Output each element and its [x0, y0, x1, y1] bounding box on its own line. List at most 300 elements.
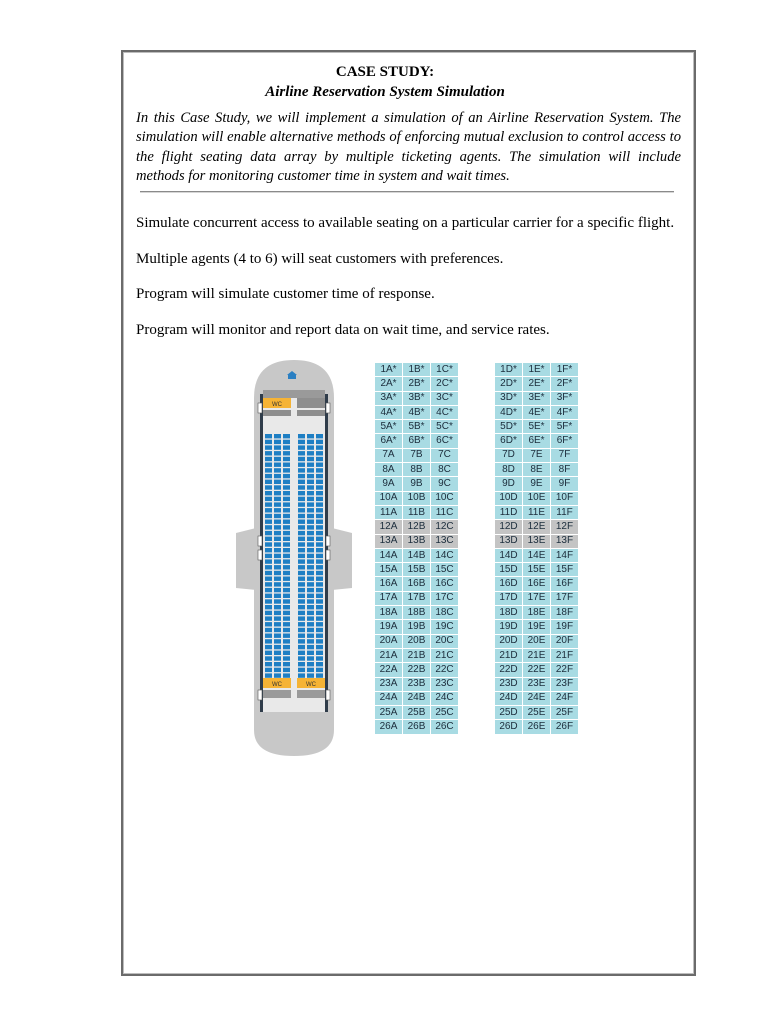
divider: [140, 191, 674, 192]
seat-cell[interactable]: 5C*: [431, 420, 459, 434]
seat-cell[interactable]: 10D: [495, 491, 523, 505]
cabin-seat: [274, 594, 281, 598]
seat-row-right-23: [495, 677, 579, 691]
seat-cell[interactable]: 23C: [431, 677, 459, 691]
seat-cell[interactable]: 10E: [523, 491, 551, 505]
cabin-seat: [307, 468, 314, 472]
seat-cell[interactable]: 22E: [523, 663, 551, 677]
cabin-seat: [274, 577, 281, 581]
cabin-seat: [316, 594, 323, 598]
seat-cell[interactable]: 19C: [431, 620, 459, 634]
seat-cell[interactable]: 1C*: [431, 363, 459, 377]
seat-cell[interactable]: 11A: [375, 505, 403, 519]
cabin-seat: [283, 480, 290, 484]
seat-cell[interactable]: 18E: [523, 606, 551, 620]
seat-cell[interactable]: 12D: [495, 520, 523, 534]
seat-cell[interactable]: 3A*: [375, 391, 403, 405]
seat-cell[interactable]: 19A: [375, 620, 403, 634]
seat-cell[interactable]: 25F: [551, 706, 579, 720]
cabin-seat: [265, 668, 272, 672]
cabin-seat: [307, 588, 314, 592]
cabin-seat: [274, 599, 281, 603]
cabin-seat: [265, 559, 272, 563]
seat-cell[interactable]: 7D: [495, 448, 523, 462]
seat-row-right-17: [495, 591, 579, 605]
seat-row-right-2: [495, 377, 579, 391]
cabin-seat: [307, 497, 314, 501]
cabin-seat: [265, 497, 272, 501]
cabin-seat: [316, 605, 323, 609]
seat-cell[interactable]: 24E: [523, 691, 551, 705]
seat-cell[interactable]: 26D: [495, 720, 523, 734]
seat-cell[interactable]: 25C: [431, 706, 459, 720]
cabin-seat: [274, 502, 281, 506]
seat-cell[interactable]: 26A: [375, 720, 403, 734]
cabin-seat: [307, 445, 314, 449]
seat-cell[interactable]: 1F*: [551, 363, 579, 377]
cabin-seat: [316, 582, 323, 586]
seat-cell[interactable]: 6C*: [431, 434, 459, 448]
seat-cell[interactable]: 3E*: [523, 391, 551, 405]
cabin-seat: [274, 537, 281, 541]
cabin-seat: [316, 565, 323, 569]
seat-cell[interactable]: 1B*: [403, 363, 431, 377]
seat-cell[interactable]: 25B: [403, 706, 431, 720]
cabin-seat: [307, 508, 314, 512]
seat-cell[interactable]: 4B*: [403, 405, 431, 419]
seat-row-left-11: [375, 505, 459, 519]
seat-row-right-22: [495, 663, 579, 677]
seat-cell[interactable]: 14A: [375, 548, 403, 562]
seat-cell[interactable]: 14B: [403, 548, 431, 562]
cabin-seat: [283, 634, 290, 638]
seat-cell[interactable]: 15B: [403, 563, 431, 577]
seat-cell[interactable]: 11D: [495, 505, 523, 519]
cabin-seat: [316, 628, 323, 632]
seat-cell[interactable]: 17D: [495, 591, 523, 605]
cabin-seat: [274, 514, 281, 518]
cabin-seat: [316, 554, 323, 558]
seat-cell[interactable]: 16A: [375, 577, 403, 591]
cabin-seat: [316, 451, 323, 455]
cabin-seat: [298, 577, 305, 581]
cabin-seat: [283, 656, 290, 660]
cabin-seat: [283, 599, 290, 603]
cabin-seat: [298, 542, 305, 546]
seat-cell[interactable]: 8C: [431, 463, 459, 477]
seat-cell[interactable]: 13F: [551, 534, 579, 548]
cabin-seat: [265, 645, 272, 649]
seat-cell[interactable]: 18B: [403, 606, 431, 620]
requirement-1: Simulate concurrent access to available seating on a particular carrier for a specific flight.: [136, 215, 675, 231]
seat-cell[interactable]: 23F: [551, 677, 579, 691]
cabin-seat: [274, 605, 281, 609]
cabin-seat: [307, 594, 314, 598]
seat-row-left-12: [375, 520, 459, 534]
cabin-seat: [298, 502, 305, 506]
seat-cell[interactable]: 23E: [523, 677, 551, 691]
seat-cell[interactable]: 8B: [403, 463, 431, 477]
seat-cell[interactable]: 18C: [431, 606, 459, 620]
cabin-seat: [274, 445, 281, 449]
cabin-seat: [265, 634, 272, 638]
cabin-seat: [274, 571, 281, 575]
seat-cell[interactable]: 6E*: [523, 434, 551, 448]
seat-row-left-5: [375, 420, 459, 434]
cabin-seat: [316, 662, 323, 666]
seat-cell[interactable]: 7E: [523, 448, 551, 462]
seat-cell[interactable]: 24B: [403, 691, 431, 705]
seat-cell[interactable]: 25A: [375, 706, 403, 720]
seat-cell[interactable]: 2A*: [375, 377, 403, 391]
cabin-seat: [307, 502, 314, 506]
intro-paragraph: In this Case Study, we will implement a simulation of an Airline Reservation System. The simulation will enable alternative methods of enforcing mutual exclusion to control access to the flight seating data array by multiple ticketing agents. The simulation will include methods for monitoring customer time in system and wait times.: [136, 110, 681, 184]
seat-cell[interactable]: 9F: [551, 477, 579, 491]
seat-cell[interactable]: 21A: [375, 648, 403, 662]
seat-cell[interactable]: 26B: [403, 720, 431, 734]
seat-cell[interactable]: 3F*: [551, 391, 579, 405]
cabin-seat: [307, 656, 314, 660]
cabin-seat: [283, 559, 290, 563]
cabin-seat: [283, 497, 290, 501]
cabin-seat: [283, 571, 290, 575]
seat-cell[interactable]: 22B: [403, 663, 431, 677]
seat-cell[interactable]: 23A: [375, 677, 403, 691]
cabin-seat: [307, 605, 314, 609]
cabin-seat: [307, 565, 314, 569]
seat-cell[interactable]: 22F: [551, 663, 579, 677]
seat-cell[interactable]: 14E: [523, 548, 551, 562]
seat-cell[interactable]: 1E*: [523, 363, 551, 377]
seat-cell[interactable]: 19B: [403, 620, 431, 634]
seat-cell[interactable]: 4A*: [375, 405, 403, 419]
seat-cell[interactable]: 8D: [495, 463, 523, 477]
cabin-seat: [307, 485, 314, 489]
seat-row-left-22: [375, 663, 459, 677]
cabin-seat: [298, 480, 305, 484]
seat-cell[interactable]: 10B: [403, 491, 431, 505]
cabin-seat: [298, 571, 305, 575]
cabin-seat: [265, 445, 272, 449]
cabin-seat: [265, 485, 272, 489]
seat-cell[interactable]: 19D: [495, 620, 523, 634]
cabin-seat: [283, 548, 290, 552]
seat-row-right-24: [495, 691, 579, 705]
seat-cell[interactable]: 24C: [431, 691, 459, 705]
seat-row-right-5: [495, 420, 579, 434]
seat-cell[interactable]: 1A*: [375, 363, 403, 377]
seat-cell[interactable]: 5A*: [375, 420, 403, 434]
cabin-seat: [316, 520, 323, 524]
seat-row-left-3: [375, 391, 459, 405]
cabin-seat: [298, 434, 305, 438]
seat-cell[interactable]: 2C*: [431, 377, 459, 391]
seat-cell[interactable]: 3B*: [403, 391, 431, 405]
seat-cell[interactable]: 16B: [403, 577, 431, 591]
cabin-seat: [298, 611, 305, 615]
cabin-seat: [307, 639, 314, 643]
cabin-seat: [298, 537, 305, 541]
seat-cell[interactable]: 6A*: [375, 434, 403, 448]
seat-cell[interactable]: 20B: [403, 634, 431, 648]
seat-cell[interactable]: 13C: [431, 534, 459, 548]
seat-cell[interactable]: 9D: [495, 477, 523, 491]
seat-cell[interactable]: 12B: [403, 520, 431, 534]
page-title: CASE STUDY:: [335, 64, 435, 80]
cabin-seat: [316, 656, 323, 660]
seat-cell[interactable]: 6B*: [403, 434, 431, 448]
seat-cell[interactable]: 18D: [495, 606, 523, 620]
seat-cell[interactable]: 24F: [551, 691, 579, 705]
seat-cell[interactable]: 7B: [403, 448, 431, 462]
seat-cell[interactable]: 18F: [551, 606, 579, 620]
seat-cell[interactable]: 10F: [551, 491, 579, 505]
seat-cell[interactable]: 2F*: [551, 377, 579, 391]
seat-cell[interactable]: 17C: [431, 591, 459, 605]
seat-cell[interactable]: 21E: [523, 648, 551, 662]
seat-cell[interactable]: 26C: [431, 720, 459, 734]
cabin-seat: [274, 474, 281, 478]
seat-cell[interactable]: 21C: [431, 648, 459, 662]
seat-cell[interactable]: 4F*: [551, 405, 579, 419]
seat-cell[interactable]: 12E: [523, 520, 551, 534]
seat-cell[interactable]: 8F: [551, 463, 579, 477]
seat-cell[interactable]: 17A: [375, 591, 403, 605]
seat-cell[interactable]: 9E: [523, 477, 551, 491]
cabin-seat: [307, 525, 314, 529]
seat-cell[interactable]: 2B*: [403, 377, 431, 391]
cabin-seat: [283, 554, 290, 558]
cabin-seat: [265, 474, 272, 478]
seat-cell[interactable]: 20D: [495, 634, 523, 648]
cabin-seat: [283, 628, 290, 632]
cabin-seat: [274, 559, 281, 563]
seat-grid-left: [374, 362, 459, 735]
svg-text:WC: WC: [306, 682, 316, 688]
seat-cell[interactable]: 12C: [431, 520, 459, 534]
seat-row-left-7: [375, 448, 459, 462]
seat-cell[interactable]: 15A: [375, 563, 403, 577]
seat-cell[interactable]: 23D: [495, 677, 523, 691]
cabin-seat: [283, 457, 290, 461]
seat-cell[interactable]: 14D: [495, 548, 523, 562]
cabin-seat: [283, 514, 290, 518]
cabin-seat: [298, 639, 305, 643]
seat-cell[interactable]: 12A: [375, 520, 403, 534]
seat-row-right-10: [495, 491, 579, 505]
cabin-seat: [298, 559, 305, 563]
cabin-seat: [307, 480, 314, 484]
seat-cell[interactable]: 15D: [495, 563, 523, 577]
cabin-seat: [274, 440, 281, 444]
seat-cell[interactable]: 20F: [551, 634, 579, 648]
seat-cell[interactable]: 3C*: [431, 391, 459, 405]
cabin-seat: [283, 434, 290, 438]
seat-cell[interactable]: 13D: [495, 534, 523, 548]
seat-cell[interactable]: 14F: [551, 548, 579, 562]
seat-row-left-10: [375, 491, 459, 505]
seat-cell[interactable]: 21D: [495, 648, 523, 662]
cabin-seat: [298, 622, 305, 626]
cabin-seat: [283, 451, 290, 455]
seat-cell[interactable]: 24A: [375, 691, 403, 705]
seat-cell[interactable]: 24D: [495, 691, 523, 705]
cabin-seat: [316, 639, 323, 643]
cabin-seat: [283, 474, 290, 478]
seat-cell[interactable]: 11B: [403, 505, 431, 519]
seat-cell[interactable]: 8A: [375, 463, 403, 477]
seat-cell[interactable]: 17B: [403, 591, 431, 605]
seat-cell[interactable]: 12F: [551, 520, 579, 534]
seat-cell[interactable]: 20C: [431, 634, 459, 648]
cabin-seat: [307, 582, 314, 586]
cabin-seat: [307, 474, 314, 478]
seat-cell[interactable]: 26F: [551, 720, 579, 734]
seat-cell[interactable]: 17E: [523, 591, 551, 605]
seat-cell[interactable]: 16C: [431, 577, 459, 591]
cabin-seat: [283, 673, 290, 677]
seat-cell[interactable]: 13B: [403, 534, 431, 548]
cabin-seat: [298, 651, 305, 655]
seat-row-right-6: [495, 434, 579, 448]
cabin-seat: [316, 502, 323, 506]
seat-cell[interactable]: 5B*: [403, 420, 431, 434]
cabin-seat: [274, 645, 281, 649]
cabin-seat: [316, 668, 323, 672]
seat-cell[interactable]: 7F: [551, 448, 579, 462]
seat-cell[interactable]: 7A: [375, 448, 403, 462]
seat-cell[interactable]: 8E: [523, 463, 551, 477]
cabin-seat: [316, 673, 323, 677]
seat-row-right-21: [495, 648, 579, 662]
cabin-seat: [307, 463, 314, 467]
seat-row-left-18: [375, 606, 459, 620]
cabin-seat: [298, 445, 305, 449]
seat-cell[interactable]: 5E*: [523, 420, 551, 434]
seat-cell[interactable]: 11C: [431, 505, 459, 519]
seat-cell[interactable]: 21F: [551, 648, 579, 662]
seat-cell[interactable]: 14C: [431, 548, 459, 562]
cabin-seat: [298, 514, 305, 518]
cabin-seat: [316, 508, 323, 512]
seat-cell[interactable]: 5D*: [495, 420, 523, 434]
seat-cell[interactable]: 2D*: [495, 377, 523, 391]
seat-cell[interactable]: 6F*: [551, 434, 579, 448]
seat-row-right-20: [495, 634, 579, 648]
cabin-seat: [283, 463, 290, 467]
cabin-seat: [283, 468, 290, 472]
seat-cell[interactable]: 9B: [403, 477, 431, 491]
cabin-seat: [298, 582, 305, 586]
seat-cell[interactable]: 4C*: [431, 405, 459, 419]
cabin-seat: [283, 594, 290, 598]
seat-cell[interactable]: 26E: [523, 720, 551, 734]
seat-cell[interactable]: 22D: [495, 663, 523, 677]
seat-cell[interactable]: 21B: [403, 648, 431, 662]
seat-cell[interactable]: 23B: [403, 677, 431, 691]
seat-cell[interactable]: 9A: [375, 477, 403, 491]
cabin-seat: [265, 514, 272, 518]
cabin-seat: [274, 673, 281, 677]
seat-cell[interactable]: 25E: [523, 706, 551, 720]
cabin-seat: [265, 525, 272, 529]
seat-cell[interactable]: 17F: [551, 591, 579, 605]
cabin-seat: [298, 468, 305, 472]
cabin-seat: [298, 588, 305, 592]
cabin-seat: [274, 582, 281, 586]
cabin-seat: [298, 440, 305, 444]
seat-row-right-8: [495, 463, 579, 477]
cabin-seat: [283, 616, 290, 620]
cabin-seat: [316, 651, 323, 655]
seat-cell[interactable]: 22A: [375, 663, 403, 677]
cabin-seat: [265, 508, 272, 512]
cabin-seat: [283, 537, 290, 541]
cabin-seat: [298, 662, 305, 666]
cabin-seat: [298, 525, 305, 529]
seat-cell[interactable]: 13A: [375, 534, 403, 548]
cabin-seat: [307, 537, 314, 541]
cabin-seat: [316, 645, 323, 649]
seat-cell[interactable]: 22C: [431, 663, 459, 677]
seat-cell[interactable]: 7C: [431, 448, 459, 462]
cabin-seat: [298, 497, 305, 501]
requirement-2: Multiple agents (4 to 6) will seat customers with preferences.: [136, 251, 504, 267]
seat-cell[interactable]: 20A: [375, 634, 403, 648]
cabin-seat: [316, 634, 323, 638]
seat-cell[interactable]: 1D*: [495, 363, 523, 377]
seat-cell[interactable]: 16E: [523, 577, 551, 591]
seat-row-right-25: [495, 706, 579, 720]
cabin-seat: [265, 673, 272, 677]
seat-cell[interactable]: 5F*: [551, 420, 579, 434]
seat-cell[interactable]: 19F: [551, 620, 579, 634]
seat-cell[interactable]: 9C: [431, 477, 459, 491]
seat-cell[interactable]: 25D: [495, 706, 523, 720]
cabin-seat: [283, 651, 290, 655]
cabin-seat: [307, 457, 314, 461]
cabin-seat: [307, 651, 314, 655]
seat-row-right-18: [495, 606, 579, 620]
cabin-seat: [274, 611, 281, 615]
seat-cell[interactable]: 4D*: [495, 405, 523, 419]
seat-cell[interactable]: 18A: [375, 606, 403, 620]
seat-cell[interactable]: 2E*: [523, 377, 551, 391]
seat-cell[interactable]: 3D*: [495, 391, 523, 405]
seat-cell[interactable]: 20E: [523, 634, 551, 648]
seat-cell[interactable]: 13E: [523, 534, 551, 548]
seat-cell[interactable]: 16F: [551, 577, 579, 591]
cabin-seat: [274, 634, 281, 638]
seat-cell[interactable]: 15E: [523, 563, 551, 577]
seat-cell[interactable]: 6D*: [495, 434, 523, 448]
seat-cell[interactable]: 4E*: [523, 405, 551, 419]
seat-cell[interactable]: 16D: [495, 577, 523, 591]
cabin-seat: [283, 508, 290, 512]
seat-row-left-9: [375, 477, 459, 491]
cabin-seat: [274, 457, 281, 461]
seat-cell[interactable]: 10C: [431, 491, 459, 505]
seat-cell[interactable]: 11F: [551, 505, 579, 519]
seat-cell[interactable]: 11E: [523, 505, 551, 519]
cabin-seat: [283, 639, 290, 643]
cabin-seat: [307, 571, 314, 575]
seat-cell[interactable]: 19E: [523, 620, 551, 634]
seat-cell[interactable]: 10A: [375, 491, 403, 505]
seat-cell[interactable]: 15F: [551, 563, 579, 577]
seat-cell[interactable]: 15C: [431, 563, 459, 577]
cabin-seat: [307, 434, 314, 438]
